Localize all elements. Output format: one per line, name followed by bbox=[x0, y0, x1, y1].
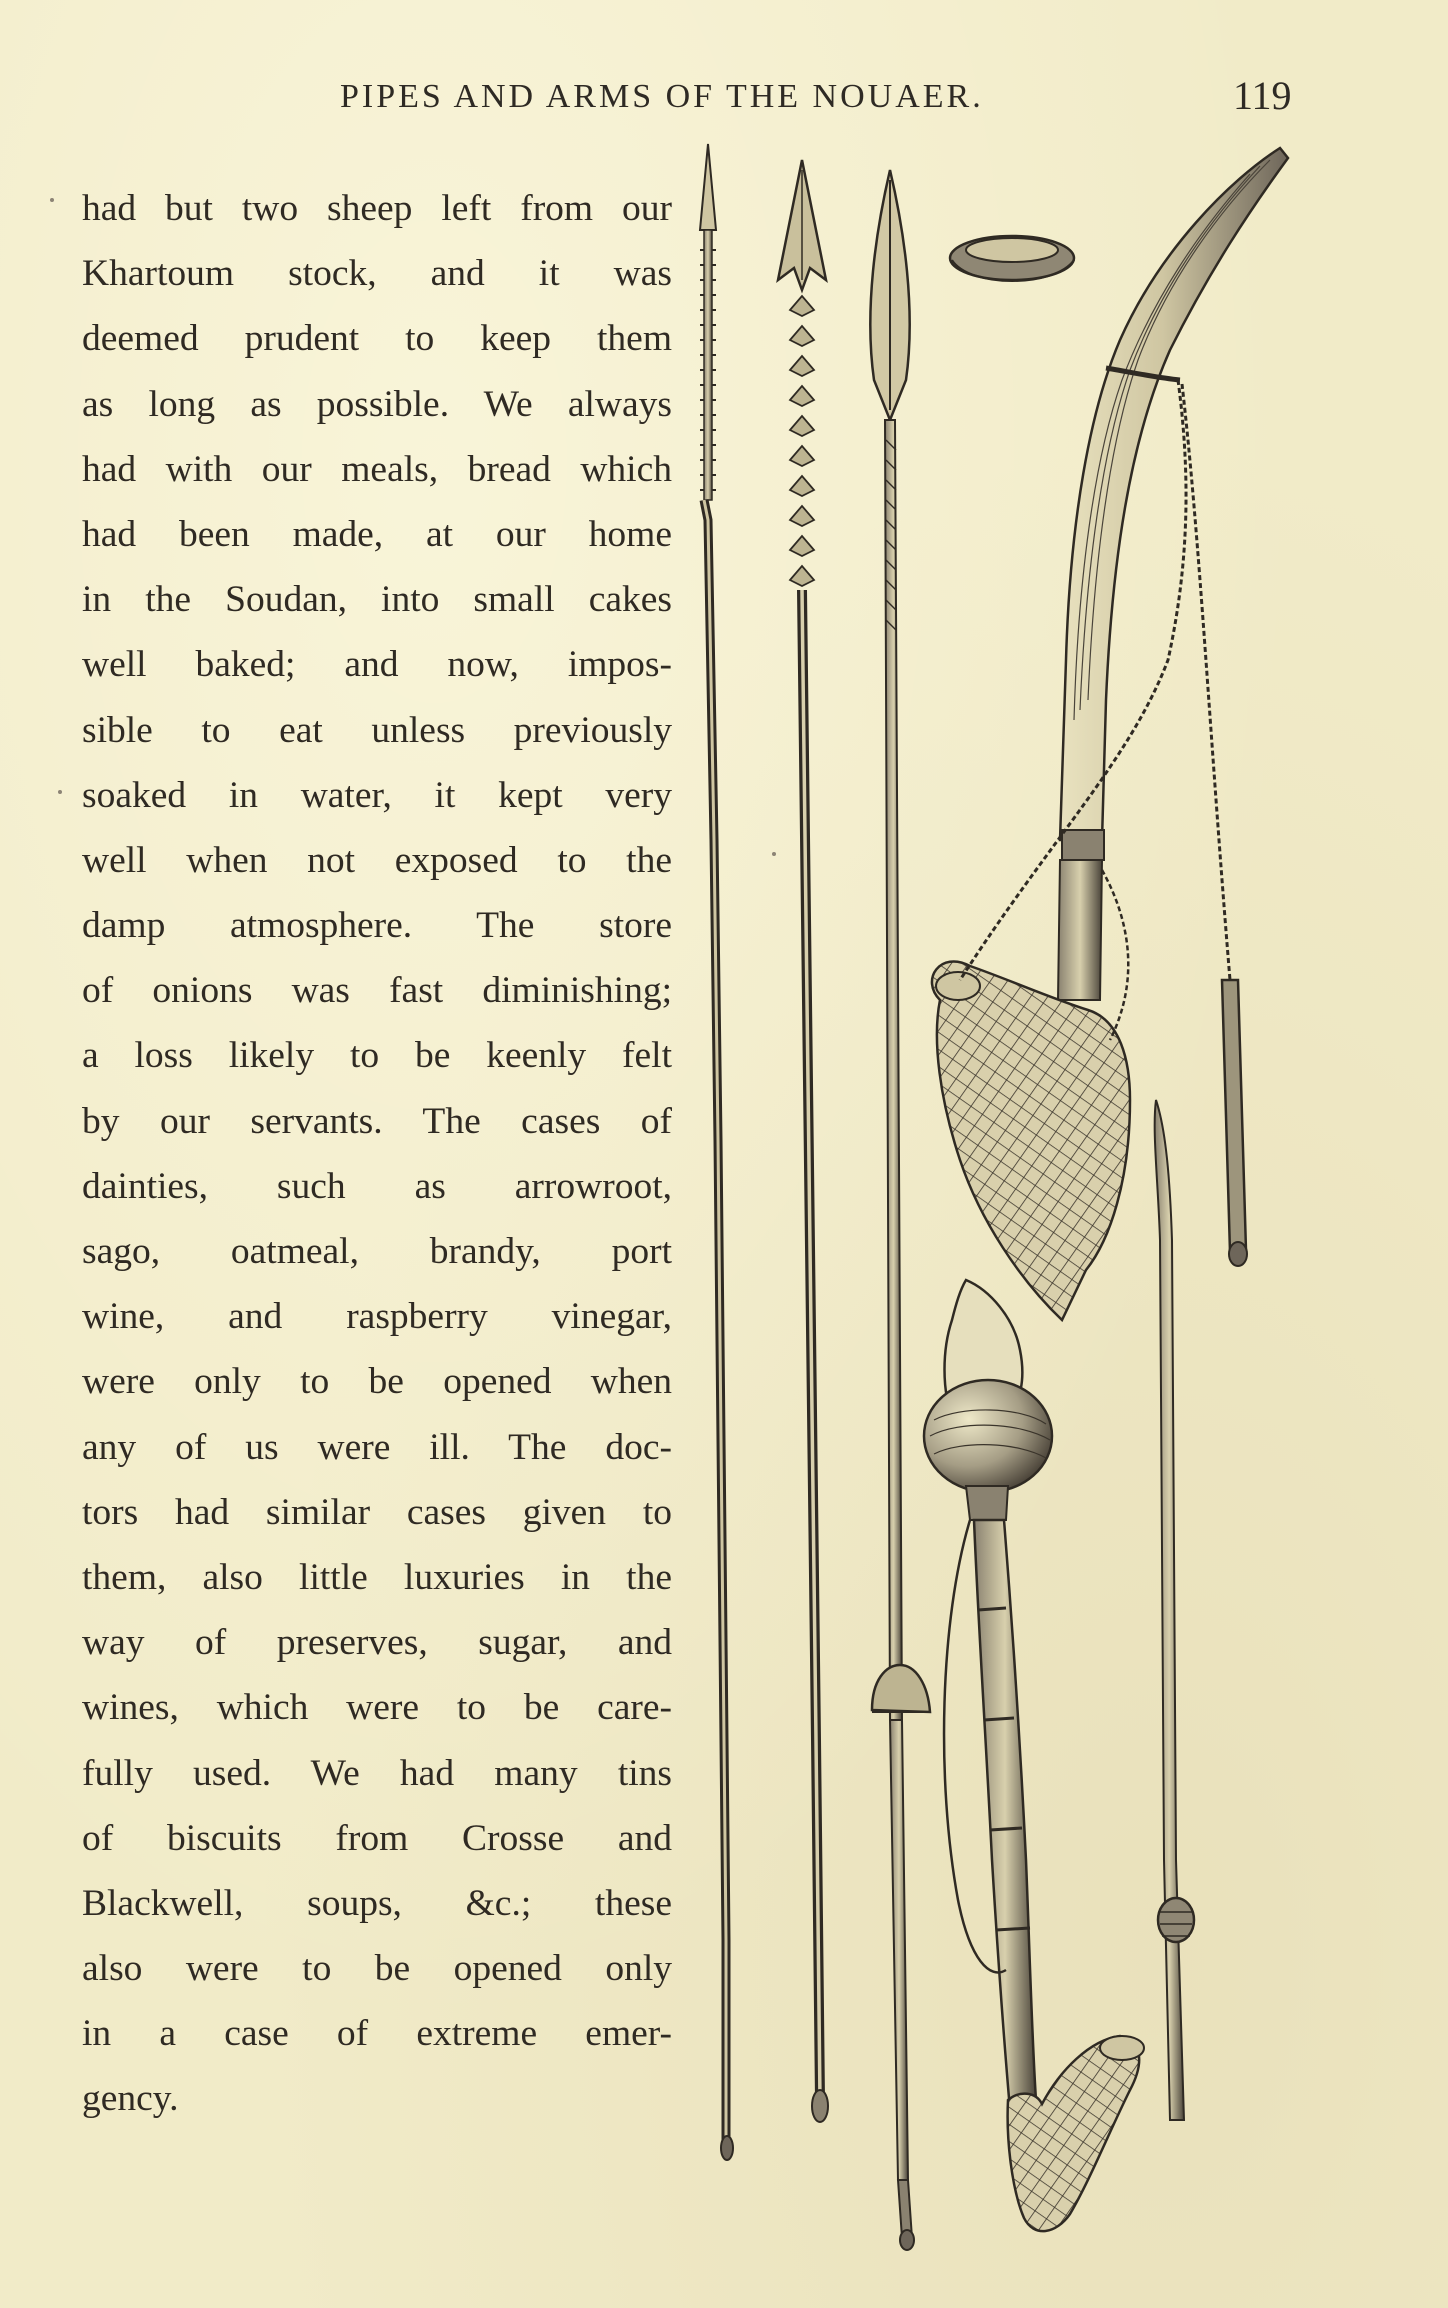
tusk-pipe bbox=[932, 148, 1288, 1320]
text-line: also were to be opened only bbox=[82, 1948, 672, 1990]
text-line: were only to be opened when bbox=[82, 1361, 672, 1403]
text-line: fully used. We had many tins bbox=[82, 1752, 672, 1794]
thin-rod bbox=[1155, 1100, 1194, 2120]
text-line: had with our meals, bread which bbox=[82, 448, 672, 490]
margin-speck bbox=[58, 790, 62, 794]
text-line: wine, and raspberry vinegar, bbox=[82, 1296, 672, 1338]
text-line: dainties, such as arrowroot, bbox=[82, 1165, 672, 1207]
text-line: wines, which were to be care- bbox=[82, 1687, 672, 1729]
body-text bbox=[82, 176, 672, 2132]
text-line: had but two sheep left from our bbox=[82, 188, 672, 229]
text-line: way of preserves, sugar, and bbox=[82, 1622, 672, 1664]
page-number: 119 bbox=[1233, 73, 1292, 118]
text-line: of biscuits from Crosse and bbox=[82, 1817, 672, 1859]
engraving-pipes-and-spears bbox=[690, 140, 1330, 2260]
text-line: them, also little luxuries in the bbox=[82, 1556, 672, 1598]
text-line: of onions was fast diminishing; bbox=[82, 970, 672, 1012]
engraving-svg bbox=[690, 140, 1330, 2260]
leaf-blade-spear bbox=[870, 170, 930, 2250]
barbed-spear-left bbox=[700, 144, 733, 2160]
text-line: gency. bbox=[82, 2078, 179, 2120]
barbed-spear-middle bbox=[778, 160, 828, 2122]
text-line: any of us were ill. The doc- bbox=[82, 1426, 672, 1468]
text-line: in a case of extreme emer- bbox=[82, 2013, 672, 2055]
text-line: tors had similar cases given to bbox=[82, 1491, 672, 1533]
text-line: damp atmosphere. The store bbox=[82, 905, 672, 947]
running-head: PIPES AND ARMS OF THE NOUAER. bbox=[340, 78, 984, 115]
margin-speck bbox=[50, 198, 54, 202]
text-line: well when not exposed to the bbox=[82, 839, 672, 881]
text-line: by our servants. The cases of bbox=[82, 1100, 672, 1142]
text-line: a loss likely to be keenly felt bbox=[82, 1035, 672, 1077]
text-line: sago, oatmeal, brandy, port bbox=[82, 1231, 672, 1272]
text-line: soaked in water, it kept very bbox=[82, 774, 672, 816]
text-line: deemed prudent to keep them bbox=[82, 318, 672, 360]
text-line: as long as possible. We always bbox=[82, 383, 672, 425]
text-line: sible to eat unless previously bbox=[82, 709, 672, 751]
text-line: in the Soudan, into small cakes bbox=[82, 579, 672, 621]
text-line: Blackwell, soups, &c.; these bbox=[82, 1882, 672, 1924]
text-line: had been made, at our home bbox=[82, 513, 672, 555]
text-line: Khartoum stock, and it was bbox=[82, 253, 672, 295]
text-line: well baked; and now, impos- bbox=[82, 644, 672, 686]
pipe-lid bbox=[950, 236, 1074, 281]
gourd-pipe bbox=[924, 1280, 1144, 2231]
